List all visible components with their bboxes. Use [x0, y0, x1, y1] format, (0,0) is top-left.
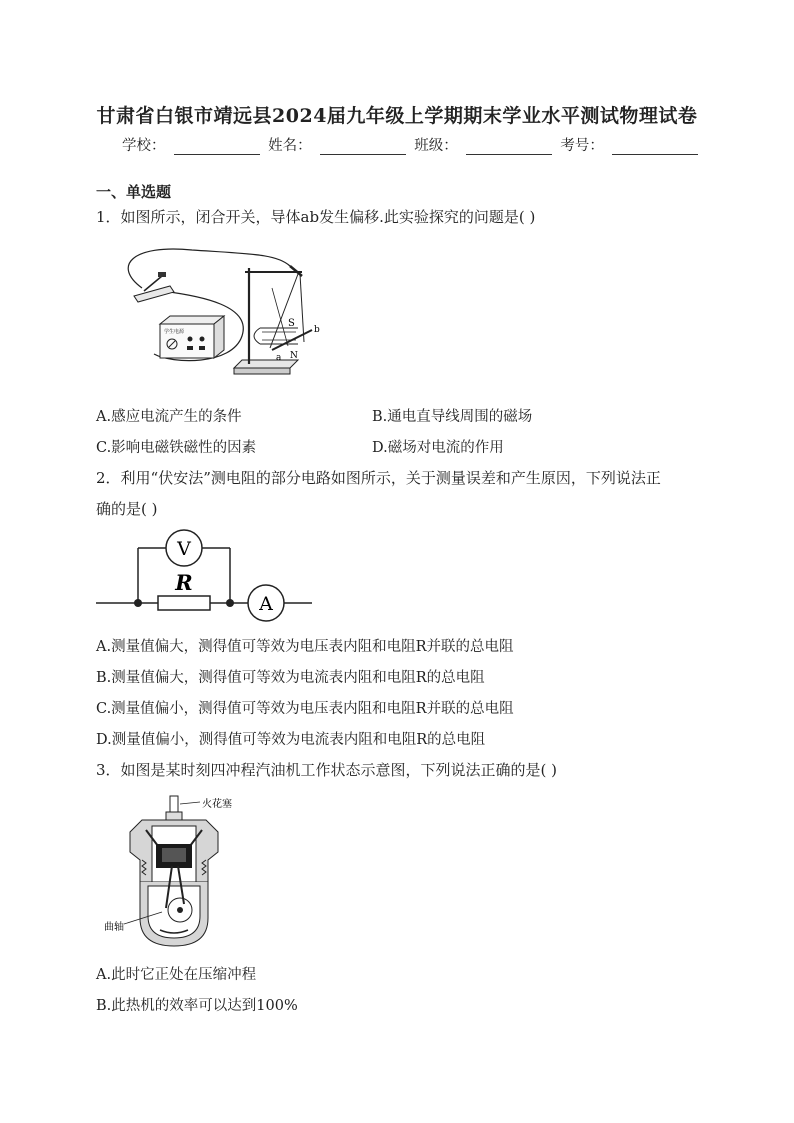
q3-option-b[interactable]: B.此热机的效率可以达到100% [96, 998, 298, 1014]
school-field[interactable] [174, 140, 260, 155]
magnet-pole-s: S [288, 318, 295, 329]
q2-stem-line2: 确的是( ) [96, 500, 158, 518]
name-field[interactable] [320, 140, 406, 155]
school-label: 学校： [122, 138, 166, 154]
section-heading: 一、单选题 [96, 183, 172, 201]
conductor-end-b: b [314, 325, 320, 335]
number-field[interactable] [612, 140, 698, 155]
q2-stem-line1: 2．利用“伏安法”测电阻的部分电路如图所示，关于测量误差和产生原因，下列说法正 [96, 469, 661, 487]
q1-option-b[interactable]: B.通电直导线周围的磁场 [372, 409, 533, 425]
q2-circuit-figure [96, 528, 316, 624]
class-label: 班级： [414, 138, 458, 154]
page-title: 甘肃省白银市靖远县2024届九年级上学期期末学业水平测试物理试卷 [96, 105, 698, 127]
q1-option-d[interactable]: D.磁场对电流的作用 [372, 440, 504, 456]
conductor-end-a: a [276, 353, 282, 363]
q3-stem: 3．如图是某时刻四冲程汽油机工作状态示意图，下列说法正确的是( ) [96, 761, 558, 779]
name-label: 姓名： [268, 138, 312, 154]
q1-option-c[interactable]: C.影响电磁铁磁性的因素 [96, 440, 257, 456]
student-info-row [122, 134, 702, 155]
q2-option-b[interactable]: B.测量值偏大，测得值可等效为电流表内阻和电阻R的总电阻 [96, 670, 485, 686]
q1-option-a[interactable]: A.感应电流产生的条件 [96, 409, 242, 425]
q3-option-a[interactable]: A.此时它正处在压缩冲程 [96, 967, 257, 983]
voltmeter-label: V [177, 538, 191, 560]
q2-option-c[interactable]: C.测量值偏小，测得值可等效为电压表内阻和电阻R并联的总电阻 [96, 701, 514, 717]
magnet-pole-n: N [290, 351, 298, 361]
power-supply-label: 学生电源 [164, 329, 185, 335]
class-field[interactable] [466, 140, 552, 155]
spark-plug-label: 火花塞 [202, 799, 232, 810]
crankshaft-label: 曲轴 [104, 922, 124, 933]
q3-engine-figure [100, 790, 250, 952]
ammeter-label: A [259, 593, 273, 615]
q1-apparatus-figure [112, 236, 337, 384]
q1-stem: 1．如图所示，闭合开关，导体ab发生偏移.此实验探究的问题是( ) [96, 208, 536, 226]
q2-option-d[interactable]: D.测量值偏小，测得值可等效为电流表内阻和电阻R的总电阻 [96, 732, 486, 748]
resistor-label: R [175, 570, 193, 595]
q2-option-a[interactable]: A.测量值偏大，测得值可等效为电压表内阻和电阻R并联的总电阻 [96, 639, 514, 655]
number-label: 考号： [560, 138, 604, 154]
